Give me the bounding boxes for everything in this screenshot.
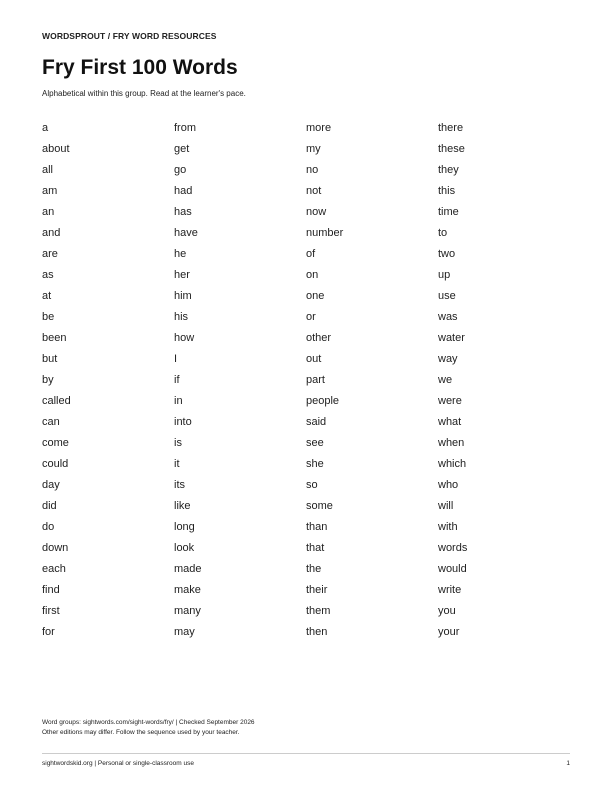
word-item: see (306, 437, 324, 449)
word-item: each (42, 563, 66, 575)
word-item: its (174, 479, 185, 491)
word-item: when (438, 437, 465, 449)
word-item: part (306, 374, 325, 386)
footer-text: sightwordskid.org | Personal or single-classroom use (42, 760, 194, 767)
word-item: so (306, 479, 318, 491)
word-item: some (306, 500, 333, 512)
word-item: these (438, 143, 465, 155)
footer-divider (42, 753, 570, 754)
word-item: in (174, 395, 183, 407)
word-item: he (174, 248, 187, 260)
word-item: his (174, 311, 189, 323)
word-item: and (42, 227, 61, 239)
word-item: day (42, 479, 60, 491)
word-item: am (42, 185, 58, 197)
word-item: one (306, 290, 325, 302)
word-item: other (306, 332, 332, 344)
subtitle: Alphabetical within this group. Read at the learner's pace. (42, 89, 246, 98)
word-item: will (438, 500, 454, 512)
word-item: her (174, 269, 190, 281)
word-item: now (306, 206, 327, 218)
word-item: were (438, 395, 462, 407)
word-item: get (174, 143, 190, 155)
word-item: to (438, 227, 448, 239)
word-item: how (174, 332, 195, 344)
word-item: look (174, 542, 195, 554)
word-item: them (306, 605, 331, 617)
word-item: from (174, 122, 196, 134)
page-number: 1 (566, 760, 570, 767)
word-item: find (42, 584, 60, 596)
word-item: first (42, 605, 60, 617)
word-grid (42, 118, 570, 643)
word-item: had (174, 185, 193, 197)
source-note (42, 718, 255, 738)
word-column-2 (174, 118, 306, 643)
word-item: they (438, 164, 459, 176)
word-item: be (42, 311, 55, 323)
word-item: water (438, 332, 465, 344)
word-item: of (306, 248, 316, 260)
word-item: is (174, 437, 182, 449)
word-column-3 (306, 118, 438, 643)
word-item: use (438, 290, 456, 302)
word-item: time (438, 206, 459, 218)
word-item: the (306, 563, 322, 575)
word-item: down (42, 542, 69, 554)
word-item: no (306, 164, 319, 176)
page-title: Fry First 100 Words (42, 56, 238, 79)
word-item: then (306, 626, 328, 638)
word-item: more (306, 122, 332, 134)
source-note-line-1: Word groups: sightwords.com/sight-words/fry/ | Checked September 2026 (42, 719, 255, 726)
word-item: who (438, 479, 459, 491)
word-item: about (42, 143, 70, 155)
word-item: have (174, 227, 198, 239)
word-column-4 (438, 118, 570, 643)
word-item: two (438, 248, 456, 260)
word-item: she (306, 458, 324, 470)
word-item: long (174, 521, 195, 533)
word-item: that (306, 542, 325, 554)
word-item: out (306, 353, 322, 365)
word-item: could (42, 458, 69, 470)
word-item: him (174, 290, 192, 302)
word-item: has (174, 206, 192, 218)
word-item: people (306, 395, 340, 407)
word-item: what (438, 416, 462, 428)
word-item: come (42, 437, 69, 449)
word-item: a (42, 122, 49, 134)
word-item: you (438, 605, 456, 617)
word-item: like (174, 500, 191, 512)
word-item: may (174, 626, 195, 638)
word-item: I (174, 353, 178, 365)
word-item: this (438, 185, 456, 197)
word-item: into (174, 416, 192, 428)
word-item: number (306, 227, 344, 239)
word-item: write (438, 584, 462, 596)
word-item: but (42, 353, 58, 365)
word-item: their (306, 584, 328, 596)
breadcrumb: WORDSPROUT / FRY WORD RESOURCES (42, 31, 217, 41)
word-item: it (174, 458, 180, 470)
word-item: my (306, 143, 321, 155)
word-item: your (438, 626, 460, 638)
word-item: was (438, 311, 458, 323)
word-item: there (438, 122, 464, 134)
word-item: many (174, 605, 201, 617)
word-item: by (42, 374, 54, 386)
word-item: with (438, 521, 458, 533)
word-item: been (42, 332, 67, 344)
word-item: would (438, 563, 467, 575)
source-note-line-2: Other editions may differ. Follow the sequence used by your teacher. (42, 729, 240, 736)
word-item: made (174, 563, 202, 575)
word-item: are (42, 248, 58, 260)
word-item: which (438, 458, 467, 470)
word-item: way (438, 353, 458, 365)
word-item: can (42, 416, 60, 428)
word-item: did (42, 500, 57, 512)
word-item: up (438, 269, 451, 281)
word-item: we (438, 374, 453, 386)
word-item: as (42, 269, 54, 281)
word-item: at (42, 290, 52, 302)
word-item: go (174, 164, 187, 176)
word-item: do (42, 521, 55, 533)
word-item: on (306, 269, 319, 281)
word-item: or (306, 311, 316, 323)
word-item: said (306, 416, 327, 428)
word-column-1 (42, 118, 174, 643)
word-item: called (42, 395, 71, 407)
word-item: words (438, 542, 468, 554)
word-item: make (174, 584, 201, 596)
word-item: an (42, 206, 55, 218)
word-item: if (174, 374, 180, 386)
word-item: all (42, 164, 54, 176)
word-item: than (306, 521, 328, 533)
word-item: for (42, 626, 55, 638)
word-item: not (306, 185, 322, 197)
